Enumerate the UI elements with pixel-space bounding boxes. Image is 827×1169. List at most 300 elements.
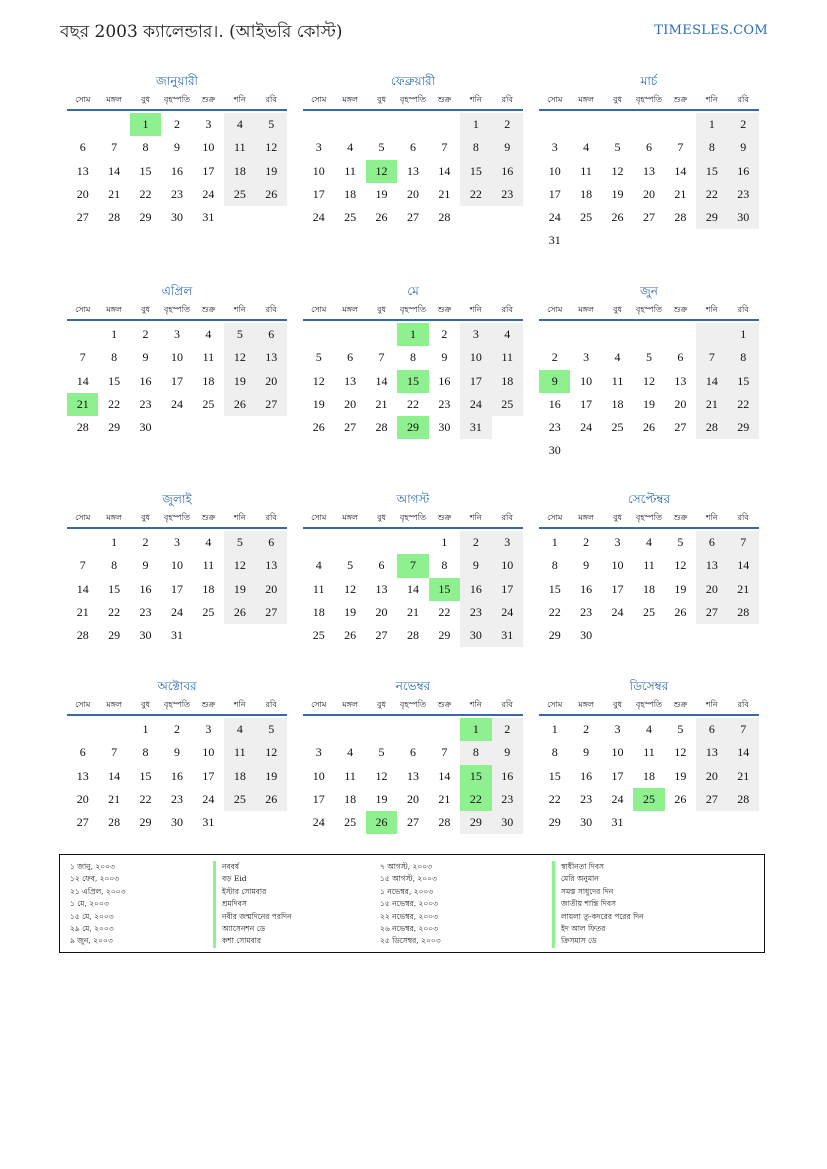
day-cell[interactable]: 9 [441,350,448,365]
day-cell[interactable]: 25 [202,604,215,619]
day-cell[interactable]: 4 [224,718,255,741]
day-cell[interactable]: 1 [696,113,727,136]
day-cell[interactable]: 2 [583,722,590,736]
day-cell[interactable]: 2 [583,535,590,549]
day-cell[interactable]: 1 [551,535,558,549]
day-cell[interactable]: 7 [111,140,118,155]
day-cell[interactable]: 8 [728,346,759,369]
day-cell[interactable]: 23 [170,186,183,201]
day-cell[interactable]: 28 [728,601,759,624]
day-cell[interactable]: 20 [696,578,727,601]
day-cell[interactable]: 24 [202,791,215,806]
day-cell[interactable]: 9 [583,745,590,760]
day-cell[interactable]: 29 [438,628,451,643]
day-cell[interactable]: 9 [492,741,523,764]
day-cell[interactable]: 3 [583,350,590,365]
day-cell[interactable]: 29 [139,815,152,830]
day-cell[interactable]: 8 [409,350,416,365]
day-cell[interactable]: 9 [583,558,590,573]
day-cell[interactable]: 14 [76,373,89,388]
day-cell[interactable]: 4 [492,323,523,346]
day-cell[interactable]: 11 [344,163,356,178]
day-cell[interactable]: 6 [696,718,727,741]
day-cell[interactable]: 31 [202,210,215,225]
day-cell[interactable]: 24 [170,396,183,411]
day-cell[interactable]: 23 [580,604,593,619]
day-cell[interactable]: 3 [614,535,621,549]
holiday-day-cell[interactable]: 15 [429,578,460,601]
day-cell[interactable]: 27 [642,210,655,225]
day-cell[interactable]: 10 [611,745,624,760]
day-cell[interactable]: 13 [344,373,357,388]
day-cell[interactable]: 29 [696,206,727,229]
day-cell[interactable]: 28 [438,210,451,225]
day-cell[interactable]: 9 [142,558,149,573]
day-cell[interactable]: 21 [674,186,687,201]
day-cell[interactable]: 6 [696,531,727,554]
day-cell[interactable]: 16 [580,581,593,596]
day-cell[interactable]: 13 [76,163,89,178]
day-cell[interactable]: 17 [548,186,561,201]
day-cell[interactable]: 5 [677,722,684,736]
day-cell[interactable]: 14 [108,163,121,178]
day-cell[interactable]: 5 [378,745,385,760]
day-cell[interactable]: 16 [170,768,183,783]
day-cell[interactable]: 31 [492,624,523,647]
day-cell[interactable]: 30 [139,420,152,435]
day-cell[interactable]: 7 [79,558,86,573]
holiday-day-cell[interactable]: 15 [397,370,428,393]
day-cell[interactable]: 12 [642,373,655,388]
day-cell[interactable]: 27 [344,420,357,435]
holiday-day-cell[interactable]: 26 [366,811,397,834]
site-link[interactable]: TIMESLES.COM [654,23,768,38]
day-cell[interactable]: 15 [139,163,152,178]
day-cell[interactable]: 10 [460,346,491,369]
day-cell[interactable]: 21 [438,791,451,806]
day-cell[interactable]: 28 [108,815,121,830]
day-cell[interactable]: 12 [312,373,325,388]
day-cell[interactable]: 19 [344,604,357,619]
day-cell[interactable]: 24 [611,604,624,619]
day-cell[interactable]: 4 [347,140,354,155]
day-cell[interactable]: 23 [438,396,451,411]
day-cell[interactable]: 17 [611,581,624,596]
day-cell[interactable]: 30 [170,815,183,830]
day-cell[interactable]: 12 [224,346,255,369]
day-cell[interactable]: 23 [548,420,561,435]
holiday-day-cell[interactable]: 7 [397,554,428,577]
day-cell[interactable]: 24 [580,420,593,435]
holiday-day-cell[interactable]: 1 [460,718,491,741]
day-cell[interactable]: 13 [406,768,419,783]
day-cell[interactable]: 4 [614,350,621,365]
day-cell[interactable]: 5 [614,140,621,155]
day-cell[interactable]: 3 [205,117,212,131]
day-cell[interactable]: 17 [170,373,183,388]
day-cell[interactable]: 3 [460,323,491,346]
day-cell[interactable]: 29 [108,420,121,435]
day-cell[interactable]: 7 [728,718,759,741]
day-cell[interactable]: 25 [312,628,325,643]
day-cell[interactable]: 12 [224,554,255,577]
holiday-day-cell[interactable]: 29 [397,416,428,439]
day-cell[interactable]: 5 [256,113,287,136]
day-cell[interactable]: 29 [728,416,759,439]
day-cell[interactable]: 12 [674,745,687,760]
day-cell[interactable]: 5 [224,323,255,346]
day-cell[interactable]: 25 [224,788,255,811]
day-cell[interactable]: 16 [580,768,593,783]
day-cell[interactable]: 13 [642,163,655,178]
holiday-day-cell[interactable]: 12 [366,160,397,183]
day-cell[interactable]: 26 [674,604,687,619]
day-cell[interactable]: 30 [580,815,593,830]
day-cell[interactable]: 21 [696,393,727,416]
day-cell[interactable]: 21 [76,604,89,619]
day-cell[interactable]: 9 [142,350,149,365]
day-cell[interactable]: 21 [406,604,419,619]
day-cell[interactable]: 22 [406,396,419,411]
day-cell[interactable]: 23 [492,788,523,811]
day-cell[interactable]: 21 [728,765,759,788]
day-cell[interactable]: 14 [728,741,759,764]
day-cell[interactable]: 25 [344,815,357,830]
day-cell[interactable]: 27 [256,601,287,624]
holiday-day-cell[interactable]: 21 [67,393,98,416]
day-cell[interactable]: 7 [441,140,448,155]
day-cell[interactable]: 8 [142,745,149,760]
day-cell[interactable]: 20 [696,765,727,788]
day-cell[interactable]: 1 [460,113,491,136]
day-cell[interactable]: 3 [173,327,180,341]
day-cell[interactable]: 9 [173,140,180,155]
day-cell[interactable]: 30 [438,420,451,435]
day-cell[interactable]: 11 [224,136,255,159]
day-cell[interactable]: 16 [548,396,561,411]
day-cell[interactable]: 1 [111,535,118,549]
day-cell[interactable]: 18 [202,581,215,596]
day-cell[interactable]: 21 [108,186,121,201]
day-cell[interactable]: 22 [139,186,152,201]
day-cell[interactable]: 26 [224,393,255,416]
day-cell[interactable]: 14 [438,768,451,783]
day-cell[interactable]: 3 [492,531,523,554]
day-cell[interactable]: 2 [492,113,523,136]
day-cell[interactable]: 2 [142,327,149,341]
day-cell[interactable]: 30 [728,206,759,229]
day-cell[interactable]: 10 [611,558,624,573]
day-cell[interactable]: 25 [642,604,655,619]
day-cell[interactable]: 18 [611,396,624,411]
day-cell[interactable]: 30 [170,210,183,225]
day-cell[interactable]: 22 [728,393,759,416]
day-cell[interactable]: 17 [202,768,215,783]
day-cell[interactable]: 5 [347,558,354,573]
day-cell[interactable]: 7 [728,531,759,554]
day-cell[interactable]: 27 [256,393,287,416]
day-cell[interactable]: 18 [202,373,215,388]
holiday-day-cell[interactable]: 22 [460,788,491,811]
day-cell[interactable]: 26 [256,788,287,811]
day-cell[interactable]: 3 [315,745,322,760]
holiday-day-cell[interactable]: 15 [460,765,491,788]
day-cell[interactable]: 14 [406,581,419,596]
day-cell[interactable]: 30 [580,628,593,643]
day-cell[interactable]: 27 [76,210,89,225]
day-cell[interactable]: 20 [256,578,287,601]
holiday-day-cell[interactable]: 9 [539,370,570,393]
day-cell[interactable]: 31 [202,815,215,830]
day-cell[interactable]: 25 [344,210,357,225]
day-cell[interactable]: 18 [312,604,325,619]
day-cell[interactable]: 15 [696,160,727,183]
day-cell[interactable]: 23 [139,604,152,619]
day-cell[interactable]: 8 [142,140,149,155]
day-cell[interactable]: 20 [406,186,419,201]
day-cell[interactable]: 13 [76,768,89,783]
day-cell[interactable]: 4 [583,140,590,155]
day-cell[interactable]: 31 [548,233,561,248]
day-cell[interactable]: 19 [224,370,255,393]
day-cell[interactable]: 24 [460,393,491,416]
day-cell[interactable]: 6 [409,140,416,155]
day-cell[interactable]: 13 [696,741,727,764]
day-cell[interactable]: 4 [645,535,652,549]
day-cell[interactable]: 10 [202,745,215,760]
day-cell[interactable]: 29 [108,628,121,643]
day-cell[interactable]: 13 [256,554,287,577]
day-cell[interactable]: 24 [202,186,215,201]
day-cell[interactable]: 10 [580,373,593,388]
day-cell[interactable]: 6 [347,350,354,365]
day-cell[interactable]: 23 [492,183,523,206]
holiday-day-cell[interactable]: 1 [130,113,161,136]
day-cell[interactable]: 23 [170,791,183,806]
day-cell[interactable]: 20 [642,186,655,201]
day-cell[interactable]: 8 [111,350,118,365]
day-cell[interactable]: 21 [728,578,759,601]
day-cell[interactable]: 6 [677,350,684,365]
day-cell[interactable]: 16 [460,578,491,601]
day-cell[interactable]: 9 [728,136,759,159]
day-cell[interactable]: 18 [642,581,655,596]
day-cell[interactable]: 17 [170,581,183,596]
day-cell[interactable]: 1 [728,323,759,346]
day-cell[interactable]: 2 [492,718,523,741]
day-cell[interactable]: 28 [375,420,388,435]
day-cell[interactable]: 31 [460,416,491,439]
day-cell[interactable]: 12 [674,558,687,573]
day-cell[interactable]: 10 [492,554,523,577]
day-cell[interactable]: 18 [344,791,357,806]
day-cell[interactable]: 26 [611,210,624,225]
day-cell[interactable]: 3 [614,722,621,736]
day-cell[interactable]: 1 [441,535,448,549]
day-cell[interactable]: 5 [224,531,255,554]
day-cell[interactable]: 19 [642,396,655,411]
day-cell[interactable]: 27 [76,815,89,830]
day-cell[interactable]: 9 [492,136,523,159]
day-cell[interactable]: 23 [580,791,593,806]
day-cell[interactable]: 7 [696,346,727,369]
day-cell[interactable]: 11 [611,373,624,388]
day-cell[interactable]: 18 [580,186,593,201]
day-cell[interactable]: 17 [611,768,624,783]
day-cell[interactable]: 23 [460,601,491,624]
day-cell[interactable]: 4 [347,745,354,760]
day-cell[interactable]: 8 [696,136,727,159]
day-cell[interactable]: 4 [315,558,322,573]
day-cell[interactable]: 25 [224,183,255,206]
day-cell[interactable]: 19 [375,186,388,201]
day-cell[interactable]: 2 [441,327,448,341]
day-cell[interactable]: 4 [645,722,652,736]
day-cell[interactable]: 17 [492,578,523,601]
day-cell[interactable]: 29 [548,628,561,643]
day-cell[interactable]: 25 [492,393,523,416]
day-cell[interactable]: 11 [580,163,592,178]
day-cell[interactable]: 12 [256,136,287,159]
day-cell[interactable]: 6 [256,323,287,346]
day-cell[interactable]: 5 [256,718,287,741]
day-cell[interactable]: 11 [312,581,325,596]
day-cell[interactable]: 4 [224,113,255,136]
day-cell[interactable]: 23 [139,396,152,411]
day-cell[interactable]: 8 [441,558,448,573]
day-cell[interactable]: 2 [142,535,149,549]
day-cell[interactable]: 14 [728,554,759,577]
day-cell[interactable]: 26 [674,791,687,806]
day-cell[interactable]: 29 [139,210,152,225]
day-cell[interactable]: 10 [170,350,183,365]
day-cell[interactable]: 14 [674,163,687,178]
day-cell[interactable]: 8 [460,741,491,764]
day-cell[interactable]: 12 [344,581,357,596]
day-cell[interactable]: 1 [142,722,149,736]
day-cell[interactable]: 28 [728,788,759,811]
day-cell[interactable]: 9 [460,554,491,577]
day-cell[interactable]: 27 [406,815,419,830]
day-cell[interactable]: 15 [460,160,491,183]
day-cell[interactable]: 6 [378,558,385,573]
day-cell[interactable]: 24 [312,210,325,225]
day-cell[interactable]: 5 [378,140,385,155]
day-cell[interactable]: 24 [548,210,561,225]
day-cell[interactable]: 13 [256,346,287,369]
day-cell[interactable]: 27 [674,420,687,435]
day-cell[interactable]: 20 [375,604,388,619]
day-cell[interactable]: 28 [76,628,89,643]
day-cell[interactable]: 21 [438,186,451,201]
day-cell[interactable]: 6 [409,745,416,760]
day-cell[interactable]: 14 [76,581,89,596]
day-cell[interactable]: 2 [728,113,759,136]
day-cell[interactable]: 22 [460,183,491,206]
day-cell[interactable]: 28 [696,416,727,439]
day-cell[interactable]: 22 [438,604,451,619]
day-cell[interactable]: 3 [173,535,180,549]
day-cell[interactable]: 24 [611,791,624,806]
day-cell[interactable]: 26 [344,628,357,643]
day-cell[interactable]: 22 [108,604,121,619]
day-cell[interactable]: 27 [696,788,727,811]
day-cell[interactable]: 18 [224,160,255,183]
day-cell[interactable]: 3 [205,722,212,736]
day-cell[interactable]: 19 [224,578,255,601]
day-cell[interactable]: 10 [548,163,561,178]
day-cell[interactable]: 11 [202,558,215,573]
holiday-day-cell[interactable]: 25 [633,788,664,811]
day-cell[interactable]: 20 [76,791,89,806]
day-cell[interactable]: 28 [438,815,451,830]
day-cell[interactable]: 12 [375,768,388,783]
day-cell[interactable]: 25 [611,420,624,435]
day-cell[interactable]: 24 [312,815,325,830]
day-cell[interactable]: 17 [460,370,491,393]
day-cell[interactable]: 19 [375,791,388,806]
day-cell[interactable]: 28 [406,628,419,643]
day-cell[interactable]: 8 [551,745,558,760]
day-cell[interactable]: 30 [460,624,491,647]
day-cell[interactable]: 19 [611,186,624,201]
day-cell[interactable]: 19 [256,160,287,183]
day-cell[interactable]: 8 [551,558,558,573]
day-cell[interactable]: 25 [202,396,215,411]
day-cell[interactable]: 17 [312,791,325,806]
day-cell[interactable]: 20 [76,186,89,201]
day-cell[interactable]: 20 [256,370,287,393]
day-cell[interactable]: 2 [173,117,180,131]
day-cell[interactable]: 19 [674,581,687,596]
day-cell[interactable]: 6 [79,745,86,760]
day-cell[interactable]: 5 [315,350,322,365]
day-cell[interactable]: 21 [375,396,388,411]
day-cell[interactable]: 28 [76,420,89,435]
day-cell[interactable]: 22 [139,791,152,806]
day-cell[interactable]: 14 [108,768,121,783]
day-cell[interactable]: 20 [406,791,419,806]
day-cell[interactable]: 17 [312,186,325,201]
day-cell[interactable]: 16 [492,160,523,183]
day-cell[interactable]: 9 [173,745,180,760]
day-cell[interactable]: 14 [696,370,727,393]
day-cell[interactable]: 18 [642,768,655,783]
day-cell[interactable]: 7 [79,350,86,365]
day-cell[interactable]: 7 [677,140,684,155]
day-cell[interactable]: 21 [108,791,121,806]
day-cell[interactable]: 12 [611,163,624,178]
day-cell[interactable]: 26 [375,210,388,225]
day-cell[interactable]: 22 [548,791,561,806]
day-cell[interactable]: 6 [256,531,287,554]
day-cell[interactable]: 15 [108,581,121,596]
day-cell[interactable]: 8 [111,558,118,573]
day-cell[interactable]: 2 [173,722,180,736]
day-cell[interactable]: 11 [643,558,655,573]
day-cell[interactable]: 10 [170,558,183,573]
day-cell[interactable]: 11 [344,768,356,783]
day-cell[interactable]: 11 [492,346,523,369]
holiday-day-cell[interactable]: 1 [397,323,428,346]
day-cell[interactable]: 8 [460,136,491,159]
day-cell[interactable]: 10 [312,163,325,178]
day-cell[interactable]: 20 [344,396,357,411]
day-cell[interactable]: 18 [344,186,357,201]
day-cell[interactable]: 16 [438,373,451,388]
day-cell[interactable]: 11 [643,745,655,760]
day-cell[interactable]: 14 [438,163,451,178]
